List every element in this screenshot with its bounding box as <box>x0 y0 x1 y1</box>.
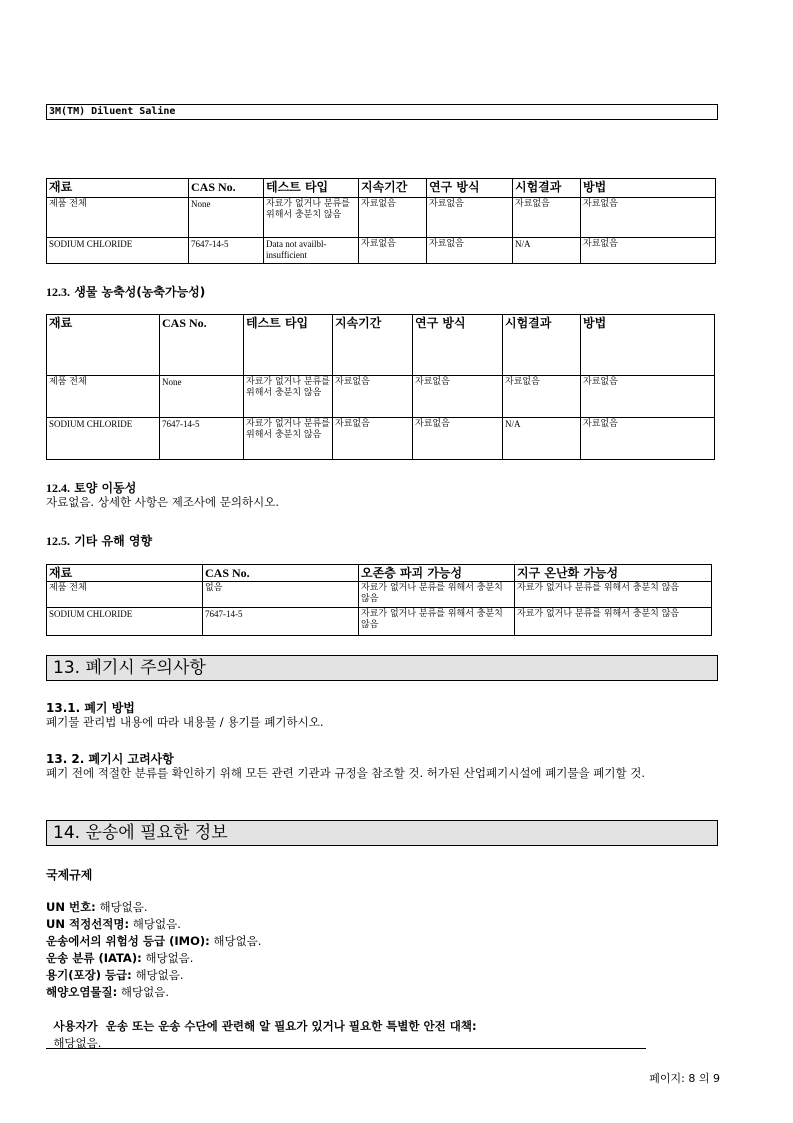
item-value: 해당없음. <box>145 951 194 965</box>
item-label: 사용자가 운송 또는 운송 수단에 관련해 알 필요가 있거나 필요한 특별한 안전 대책: <box>53 1019 477 1033</box>
cell-material: 제품 전체 <box>47 376 160 418</box>
cell-result: N/A <box>513 238 581 264</box>
item-value: 해당없음. <box>53 1036 102 1050</box>
cell-cas: None <box>189 198 264 238</box>
cell-cas: None <box>160 376 244 418</box>
table-row <box>47 582 712 608</box>
item-label: 해양오염물질: <box>46 985 118 999</box>
section-title: 생물 농축성(농축가능성) <box>74 285 206 299</box>
transport-item-shipping-name <box>46 916 181 933</box>
transport-item-iata-class <box>46 950 193 967</box>
table-header-row <box>47 315 715 376</box>
section-14-heading: 14. 운송에 필요한 정보 <box>46 820 718 846</box>
item-label: UN 적정선적명: <box>46 917 130 931</box>
table-header-row <box>47 565 712 582</box>
item-value: 해당없음. <box>132 917 181 931</box>
section-12-4-text: 자료없음. 상세한 사항은 제조사에 문의하시오. <box>46 495 280 509</box>
item-value: 해당없음. <box>213 934 262 948</box>
cell-result: 자료없음 <box>513 198 581 238</box>
section-13-heading: 13. 폐기시 주의사항 <box>46 655 718 681</box>
cell-material: 제품 전체 <box>47 198 189 238</box>
cell-result: N/A <box>503 418 581 460</box>
cell-ozone: 자료가 없거나 분류를 위해서 충분치 않음 <box>359 608 515 636</box>
section-13-2-heading: 13. 2. 폐기시 고려사항 <box>46 752 174 766</box>
cell-duration: 자료없음 <box>333 418 413 460</box>
cell-material: SODIUM CHLORIDE <box>47 608 203 636</box>
cell-duration: 자료없음 <box>359 198 427 238</box>
cell-cas: 7647-14-5 <box>160 418 244 460</box>
header-cas: CAS No. <box>160 315 244 376</box>
section-title: 기타 유해 영향 <box>74 534 153 548</box>
section-13-1-text: 폐기물 관리법 내용에 따라 내용물 / 용기를 폐기하시오. <box>46 715 324 729</box>
header-material: 재료 <box>47 565 203 582</box>
section-title: 토양 이동성 <box>74 481 137 495</box>
section-12-5-heading <box>46 532 152 549</box>
cell-cas: 없음 <box>203 582 359 608</box>
item-value: 해당없음. <box>120 985 170 999</box>
cell-test-type: 자료가 없거나 분류를 위해서 충분치 않음 <box>244 376 333 418</box>
cell-test-type: 자료가 없거나 분류를 위해서 충분치 않음 <box>264 198 359 238</box>
header-test-type: 테스트 타입 <box>264 179 359 198</box>
header-cas: CAS No. <box>203 565 359 582</box>
toxicity-table <box>46 178 716 264</box>
cell-test-type: 자료가 없거나 분류를 위해서 충분치 않음 <box>244 418 333 460</box>
cell-ozone: 자료가 없거나 분류를 위해서 충분치 않음 <box>359 582 515 608</box>
cell-method: 자료없음 <box>581 376 715 418</box>
transport-item-special-precautions <box>46 1001 477 1052</box>
bioaccumulation-table <box>46 314 715 460</box>
cell-global-warming: 자료가 없거나 분류를 위해서 충분치 않음 <box>515 582 712 608</box>
section-13-1-heading: 13.1. 폐기 방법 <box>46 701 135 715</box>
table-row <box>47 198 716 238</box>
cell-cas: 7647-14-5 <box>189 238 264 264</box>
page-number: 페이지: 8 의 9 <box>649 1072 720 1085</box>
cell-global-warming: 자료가 없거나 분류를 위해서 충분치 않음 <box>515 608 712 636</box>
transport-item-packing-group <box>46 967 184 984</box>
cell-result: 자료없음 <box>503 376 581 418</box>
header-material: 재료 <box>47 179 189 198</box>
section-12-3-heading <box>46 283 205 300</box>
cell-method: 자료없음 <box>581 418 715 460</box>
table-row <box>47 238 716 264</box>
header-duration: 지속기간 <box>359 179 427 198</box>
header-test-type: 테스트 타입 <box>244 315 333 376</box>
cell-material: SODIUM CHLORIDE <box>47 418 160 460</box>
cell-duration: 자료없음 <box>333 376 413 418</box>
section-13-2-text: 폐기 전에 적절한 분류를 확인하기 위해 모든 관련 기관과 규정을 참조할 것. 허가된 산업폐기시설에 폐기물을 폐기할 것. <box>46 766 646 780</box>
item-value: 해당없음. <box>99 900 148 914</box>
cell-material: 제품 전체 <box>47 582 203 608</box>
cell-cas: 7647-14-5 <box>203 608 359 636</box>
cell-study-method: 자료없음 <box>427 238 513 264</box>
header-result: 시험결과 <box>503 315 581 376</box>
item-label: 용기(포장) 등급: <box>46 968 132 982</box>
header-duration: 지속기간 <box>333 315 413 376</box>
transport-item-imo-class <box>46 933 261 950</box>
cell-method: 자료없음 <box>581 198 716 238</box>
item-value: 해당없음. <box>135 968 184 982</box>
cell-material: SODIUM CHLORIDE <box>47 238 189 264</box>
header-study-method: 연구 방식 <box>427 179 513 198</box>
cell-method: 자료없음 <box>581 238 716 264</box>
cell-study-method: 자료없음 <box>427 198 513 238</box>
item-label: UN 번호: <box>46 900 96 914</box>
header-method: 방법 <box>581 315 715 376</box>
other-effects-table <box>46 564 712 636</box>
header-study-method: 연구 방식 <box>413 315 503 376</box>
section-number: 12.5. <box>46 534 70 548</box>
footer-divider <box>46 1048 646 1049</box>
item-label: 운송 분류 (IATA): <box>46 951 142 965</box>
table-header-row <box>47 179 716 198</box>
table-row <box>47 376 715 418</box>
header-global-warming: 지구 온난화 가능성 <box>515 565 712 582</box>
transport-item-un-number <box>46 899 148 916</box>
cell-test-type: Data not availbl-insufficient <box>264 238 359 264</box>
table-row <box>47 608 712 636</box>
cell-study-method: 자료없음 <box>413 418 503 460</box>
header-method: 방법 <box>581 179 716 198</box>
header-result: 시험결과 <box>513 179 581 198</box>
table-row <box>47 418 715 460</box>
section-number: 12.4. <box>46 481 70 495</box>
section-14-subtitle: 국제규제 <box>46 868 93 882</box>
cell-duration: 자료없음 <box>359 238 427 264</box>
product-name-box: 3M(TM) Diluent Saline <box>46 104 718 120</box>
header-material: 재료 <box>47 315 160 376</box>
item-label: 운송에서의 위험성 등급 (IMO): <box>46 934 210 948</box>
header-cas: CAS No. <box>189 179 264 198</box>
transport-item-marine-pollutant <box>46 984 169 1001</box>
header-ozone: 오존층 파괴 가능성 <box>359 565 515 582</box>
cell-study-method: 자료없음 <box>413 376 503 418</box>
section-number: 12.3. <box>46 285 70 299</box>
